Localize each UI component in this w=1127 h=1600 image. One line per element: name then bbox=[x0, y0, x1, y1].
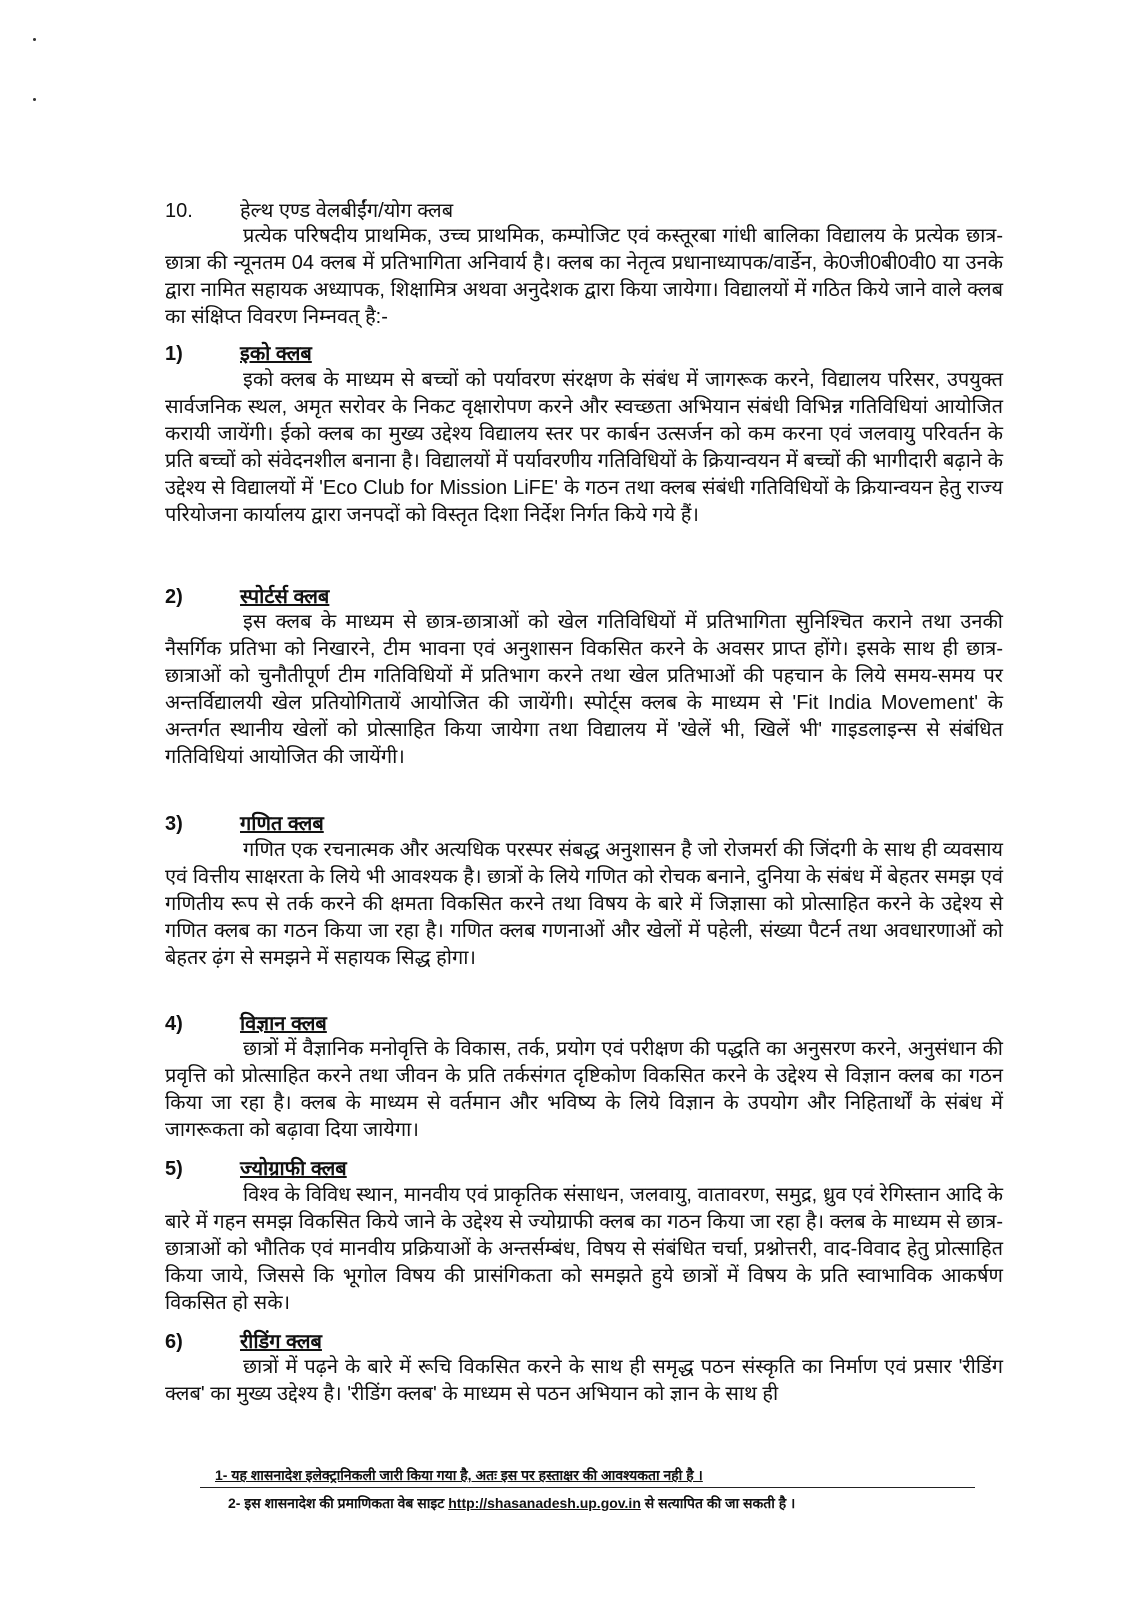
club-title: स्पोर्टर्स क्लब bbox=[240, 586, 330, 608]
club-heading-geography bbox=[165, 1154, 347, 1181]
club-paragraph-geography bbox=[165, 1182, 1003, 1317]
section-10-paragraph bbox=[165, 223, 1003, 331]
footer-note-2-suffix: से सत्यापित की जा सकती है । bbox=[640, 1495, 796, 1511]
club-number: 3) bbox=[165, 813, 183, 835]
club-title: ज्योग्राफी क्लब bbox=[240, 1158, 347, 1180]
footer-note-2 bbox=[228, 1494, 795, 1513]
footer-note-1: 1- यह शासनादेश इलेक्ट्रानिकली जारी किया गया है, अतः इस पर हस्ताक्षर की आवश्यकता नही है । bbox=[215, 1467, 703, 1483]
website-link[interactable]: http://shasanadesh.up.gov.in bbox=[448, 1495, 641, 1511]
club-heading-eco bbox=[165, 339, 312, 366]
section-title: हेल्थ एण्ड वेलबीईंग/योग क्लब bbox=[240, 200, 454, 222]
paragraph-text: विश्व के विविध स्थान, मानवीय एवं प्राकृतिक संसाधन, जलवायु, वातावरण, समुद्र, ध्रुव एवं रेगिस्तान आदि के बारे में गहन समझ विकसित किये जाने के उद्देश्य से ज्योग्राफी क्लब का गठन किया जा रहा है। क्लब के माध्यम से छात्र-छात्राओं को भौतिक एवं मानवीय प्रक्रियाओं के अन्तर्सम्बंध, विषय से संबंधित चर्चा, प्रश्नोत्तरी, वाद-विवाद हेतु प्रोत्साहित किया जाये, जिससे कि भूगोल विषय की प्रासंगिकता को समझते हुये छात्रों में विषय के प्रति स्वाभाविक आकर्षण विकसित हो सके। bbox=[165, 1184, 1003, 1314]
club-paragraph-maths bbox=[165, 837, 1003, 972]
section-number: 10. bbox=[165, 200, 193, 222]
club-paragraph-eco bbox=[165, 367, 1003, 529]
paragraph-text: इको क्लब के माध्यम से बच्चों को पर्यावरण संरक्षण के संबंध में जागरूक करने, विद्यालय परिसर, उपयुक्त सार्वजनिक स्थल, अमृत सरोवर के निकट वृक्षारोपण करने और स्वच्छता अभियान संबंधी विभिन्न गतिविधियां आयोजित करायी जायेंगी। ईको क्लब का मुख्य उद्देश्य विद्यालय स्तर पर कार्बन उत्सर्जन को कम करना एवं जलवायु परिवर्तन के प्रति बच्चों को संवेदनशील बनाना है। विद्यालयों में पर्यावरणीय गतिविधियों के क्रियान्वयन में बच्चों की भागीदारी बढ़ाने के उद्देश्य से विद्यालयों में 'Eco Club for Mission LiFE' के गठन तथा क्लब संबंधी गतिविधियों के क्रियान्वयन हेतु राज्य परियोजना कार्यालय द्वारा जनपदों को विस्तृत दिशा निर्देश निर्गत किये गये हैं। bbox=[165, 369, 1003, 526]
paragraph-text: गणित एक रचनात्मक और अत्यधिक परस्पर संबद्ध अनुशासन है जो रोजमर्रा की जिंदगी के साथ ही व्यवसाय एवं वित्तीय साक्षरता के लिये भी आवश्यक है। छात्रों के लिये गणित को रोचक बनाने, दुनिया के संबंध में बेहतर समझ एवं गणितीय रूप से तर्क करने की क्षमता विकसित करने तथा विषय के बारे में जिज्ञासा को प्रोत्साहित करने के उद्देश्य से गणित क्लब का गठन किया जा रहा है। गणित क्लब गणनाओं और खेलों में पहेली, संख्या पैटर्न तथा अवधारणाओं को बेहतर ढ़ंग से समझने में सहायक सिद्ध होगा। bbox=[165, 839, 1003, 969]
section-10-heading bbox=[165, 196, 453, 223]
club-number: 6) bbox=[165, 1331, 183, 1353]
club-heading-sports bbox=[165, 582, 329, 609]
club-paragraph-sports bbox=[165, 609, 1003, 771]
club-title: रीडिंग क्लब bbox=[240, 1331, 322, 1353]
club-number: 2) bbox=[165, 586, 183, 608]
club-heading-reading bbox=[165, 1327, 322, 1354]
footer-note-2-prefix: 2- इस शासनादेश की प्रमाणिकता वेब साइट bbox=[228, 1495, 449, 1511]
scan-speck bbox=[33, 38, 36, 41]
club-heading-science bbox=[165, 1009, 327, 1036]
paragraph-text: प्रत्येक परिषदीय प्राथमिक, उच्च प्राथमिक, कम्पोजिट एवं कस्तूरबा गांधी बालिका विद्यालय के प्रत्येक छात्र-छात्रा की न्यूनतम 04 क्लब में प्रतिभागिता अनिवार्य है। क्लब का नेतृत्व प्रधानाध्यापक/वार्डेन, के0जी0बी0वी0 या उनके द्वारा नामित सहायक अध्यापक, शिक्षामित्र अथवा अनुदेशक द्वारा किया जायेगा। विद्यालयों में गठित किये जाने वाले क्लब का संक्षिप्त विवरण निम्नवत् है:- bbox=[165, 225, 1003, 328]
club-heading-maths bbox=[165, 809, 324, 836]
club-paragraph-reading bbox=[165, 1354, 1003, 1408]
club-title: इको क्लब bbox=[240, 343, 312, 365]
club-number: 4) bbox=[165, 1013, 183, 1035]
club-paragraph-science bbox=[165, 1036, 1003, 1144]
footer-divider bbox=[200, 1487, 975, 1488]
scan-speck bbox=[33, 98, 36, 101]
club-number: 1) bbox=[165, 343, 183, 365]
paragraph-text: इस क्लब के माध्यम से छात्र-छात्राओं को खेल गतिविधियों में प्रतिभागिता सुनिश्चित कराने तथा उनकी नैसर्गिक प्रतिभा को निखारने, टीम भावना एवं अनुशासन विकसित करने के अवसर प्राप्त होंगे। इसके साथ ही छात्र-छात्राओं को चुनौतीपूर्ण टीम गतिविधियों में प्रतिभाग करने तथा खेल प्रतिभाओं की पहचान के लिये समय-समय पर अन्तर्विद्यालयी खेल प्रतियोगितायें आयोजित की जायेंगी। स्पोर्ट्स क्लब के माध्यम से 'Fit India Movement' के अन्तर्गत स्थानीय खेलों को प्रोत्साहित किया जायेगा तथा विद्यालय में 'खेलें भी, खिलें भी' गाइडलाइन्स से संबंधित गतिविधियां आयोजित की जायेंगी। bbox=[165, 611, 1003, 768]
club-title: विज्ञान क्लब bbox=[240, 1013, 327, 1035]
club-title: गणित क्लब bbox=[240, 813, 324, 835]
club-number: 5) bbox=[165, 1158, 183, 1180]
paragraph-text: छात्रों में पढ़ने के बारे में रूचि विकसित करने के साथ ही समृद्ध पठन संस्कृति का निर्माण एवं प्रसार 'रीडिंग क्लब' का मुख्य उद्देश्य है। 'रीडिंग क्लब' के माध्यम से पठन अभियान को ज्ञान के साथ ही bbox=[165, 1356, 1003, 1405]
paragraph-text: छात्रों में वैज्ञानिक मनोवृत्ति के विकास, तर्क, प्रयोग एवं परीक्षण की पद्धति का अनुसरण करने, अनुसंधान की प्रवृत्ति को प्रोत्साहित करने तथा जीवन के प्रति तर्कसंगत दृष्टिकोण विकसित करने के उद्देश्य से विज्ञान क्लब का गठन किया जा रहा है। क्लब के माध्यम से वर्तमान और भविष्य के लिये विज्ञान के उपयोग और निहितार्थों के संबंध में जागरूकता को बढ़ावा दिया जायेगा। bbox=[165, 1038, 1003, 1141]
